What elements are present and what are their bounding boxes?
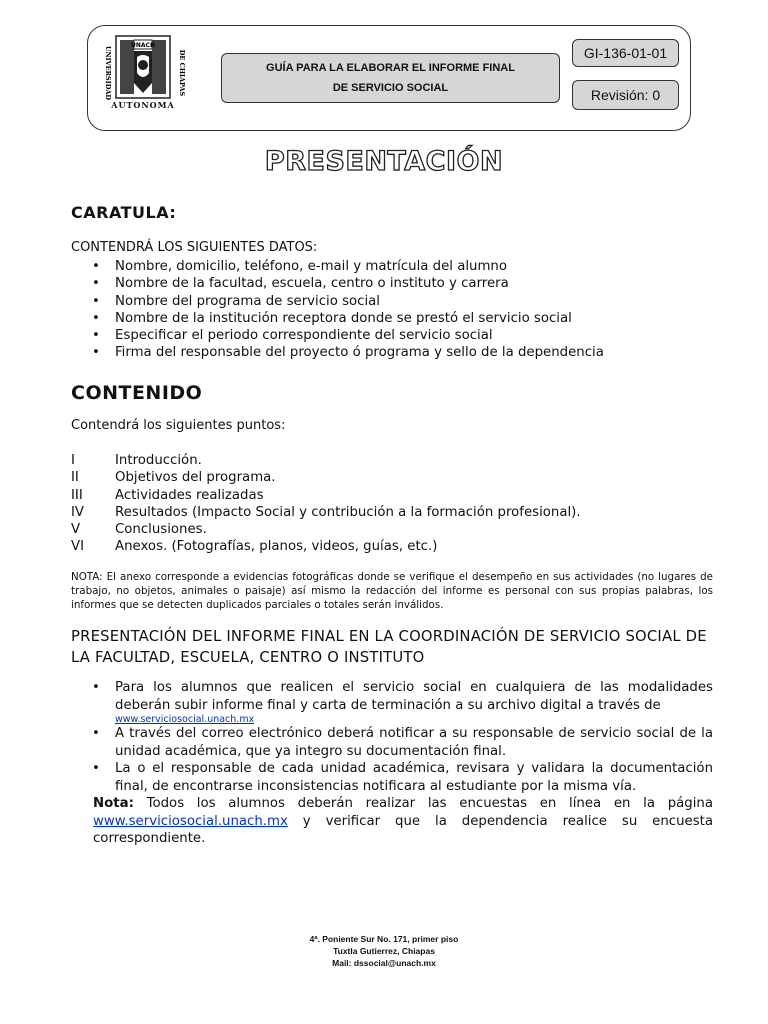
list-item: • Firma del responsable del proyecto ó programa y sello de la dependencia: [71, 344, 604, 361]
list-item: VI Anexos. (Fotografías, planos, videos, guías, etc.): [71, 539, 438, 555]
page-footer: [0, 933, 768, 969]
list-item: • Nombre de la facultad, escuela, centro o instituto y carrera: [71, 275, 604, 292]
list-item: • A través del correo electrónico deberá notificar a su responsable de servicio social de la unidad académica, que ya integro su documentación final.: [71, 725, 713, 760]
anexo-note: NOTA: El anexo corresponde a evidencias fotográficas donde se verifique el desempeño en sus actividades (no lugares de trabajo, no objetos, animales o paisaje) así mismo la redacción del informe es personal con sus propias palabras, los informes que se detecten duplicados parciales o totales serán inválidos.: [71, 571, 713, 612]
list-item: • Especificar el periodo correspondiente del servicio social: [71, 327, 604, 344]
document-title-line2: DE SERVICIO SOCIAL: [332, 82, 449, 94]
contenido-intro: Contendrá los siguientes puntos:: [71, 418, 286, 433]
logo-left-text: UNIVERSIDAD: [104, 45, 112, 101]
footer-address: 4ª. Poniente Sur No. 171, primer piso: [309, 934, 459, 944]
document-title-box: [221, 53, 560, 103]
document-code: GI-136-01-01: [572, 39, 679, 67]
list-item: • Nombre de la institución receptora donde se prestó el servicio social: [71, 310, 604, 327]
contenido-heading: CONTENIDO: [71, 382, 203, 404]
presentacion-list: [71, 679, 713, 795]
list-item: • Para los alumnos que realicen el servicio social en cualquiera de las modalidades deberán subir informe final y carta de terminación a su archivo digital a través de www.serviciosocial.unach.mx: [71, 679, 713, 725]
contenido-list: [71, 452, 581, 556]
caratula-list: [71, 258, 604, 362]
list-item: IV Resultados (Impacto Social y contribución a la formación profesional).: [71, 504, 581, 520]
encuesta-note: Nota: Todos los alumnos deberán realizar las encuestas en línea en la página www.serviciosocial.unach.mx y verificar que la dependencia realice su encuesta correspondiente.: [93, 796, 713, 846]
logo-right-text: DE CHIAPAS: [178, 49, 186, 97]
caratula-heading: CARATULA:: [71, 203, 177, 222]
list-item: • Nombre, domicilio, teléfono, e-mail y matrícula del alumno: [71, 258, 604, 275]
caratula-intro: CONTENDRÁ LOS SIGUIENTES DATOS:: [71, 240, 318, 255]
serviciosocial-link[interactable]: www.serviciosocial.unach.mx: [115, 714, 255, 725]
footer-city: Tuxtla Gutierrez, Chiapas: [333, 946, 435, 956]
list-item: V Conclusiones.: [71, 522, 207, 538]
serviciosocial-link[interactable]: www.serviciosocial.unach.mx: [93, 813, 288, 829]
list-item: II Objetivos del programa.: [71, 470, 276, 486]
note-label: Nota:: [93, 796, 134, 811]
page-title: PRESENTACIÓN: [264, 146, 504, 177]
footer-mail: Mail: dssocial@unach.mx: [332, 958, 436, 968]
document-revision: Revisión: 0: [572, 80, 679, 110]
logo-caption: AUTONOMA: [111, 100, 175, 110]
list-item: • Nombre del programa de servicio social: [71, 293, 604, 310]
presentacion-heading: PRESENTACIÓN DEL INFORME FINAL EN LA COORDINACIÓN DE SERVICIO SOCIAL DE LA FACULTAD, ESCUELA, CENTRO O INSTITUTO: [71, 628, 707, 666]
list-item: I Introducción.: [71, 453, 202, 468]
logo-top-text: UNACH: [131, 42, 155, 49]
document-title-line1: GUÍA PARA LA ELABORAR EL INFORME FINAL: [266, 62, 515, 74]
list-item: • La o el responsable de cada unidad académica, revisara y validara la documentación final, de encontrarse inconsistencias notificara al estudiante por la misma vía.: [71, 760, 713, 795]
list-item: III Actividades realizadas: [71, 487, 264, 503]
